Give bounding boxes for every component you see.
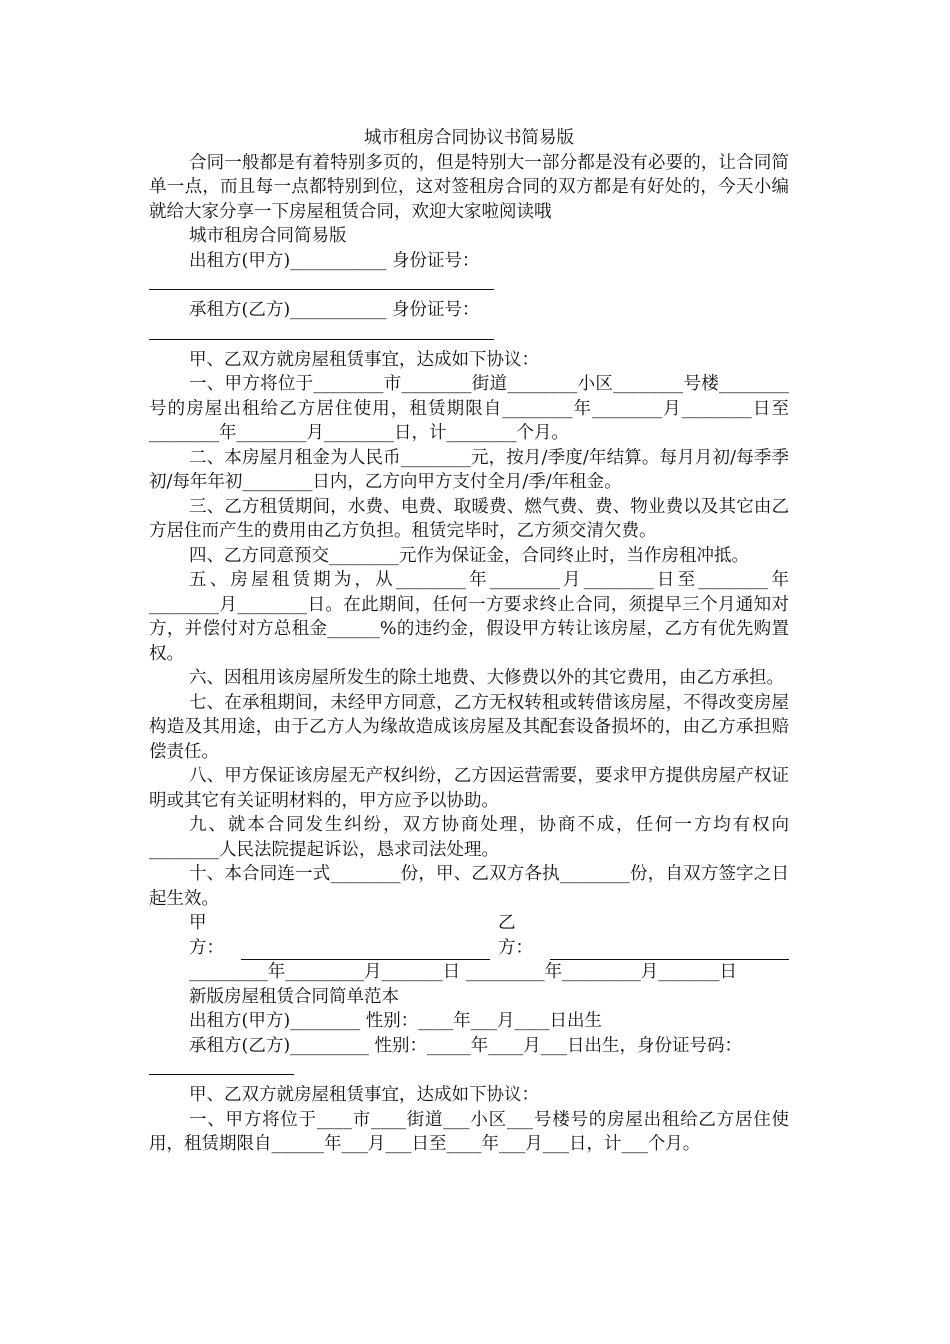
party-a-line: 出租方(甲方)___________ 身份证号： xyxy=(189,250,480,271)
clause-10: 十、本合同连一式________份，甲、乙双方各执________份，自双方签字之日起生效。 xyxy=(149,864,789,909)
sign-b-label: 乙方： xyxy=(497,913,533,958)
s2-id-number-blank xyxy=(149,1058,294,1075)
clause-7: 七、在承租期间，未经甲方同意，乙方无权转租或转借该房屋，不得改变房屋构造及其用途，由于乙方人为缘故造成该房屋及其配套设备损坏的，由乙方承担赔偿责任。 xyxy=(149,692,789,762)
clause-2: 二、本房屋月租金为人民币________元，按月/季度/年结算。每月月初/每季季初/每年年初________日内，乙方向甲方支付全月/季/年租金。 xyxy=(149,447,789,492)
s2-agreement-line: 甲、乙双方就房屋租赁事宜，达成如下协议： xyxy=(189,1085,539,1105)
document-page xyxy=(149,126,789,1157)
clause-4: 四、乙方同意预交________元作为保证金，合同终止时，当作房租冲抵。 xyxy=(189,545,749,566)
clause-3: 三、乙方租赁期间，水费、电费、取暖费、燃气费、费、物业费以及其它由乙方居住而产生的费用由乙方负担。租赁完毕时，乙方须交清欠费。 xyxy=(149,496,789,541)
sign-a-blank xyxy=(241,941,490,960)
s2-party-b-line: 承租方(乙方)_________ 性别：_____年____月___日出生，身份证号码： xyxy=(189,1035,742,1056)
agreement-line: 甲、乙双方就房屋租赁事宜，达成如下协议： xyxy=(189,349,539,370)
section-2-title: 新版房屋租赁合同简单范本 xyxy=(189,986,399,1007)
id-number-blank-b xyxy=(149,323,494,340)
clause-5: 五、房屋租赁期为，从________年________月________日至________年________月________日。在此期间，任何一方要求终止合同，须提早三个月通知对方，并偿付对方总租金______%的违约金，假设甲方转让该房屋，乙方有优先购置权。 xyxy=(149,570,789,664)
sign-b-blank xyxy=(550,941,789,960)
s2-party-a-line: 出租方(甲方)________ 性别：____年___月____日出生 xyxy=(189,1011,602,1031)
clause-8: 八、甲方保证该房屋无产权纠纷，乙方因运营需要，要求甲方提供房屋产权证明或其它有关证明材料的，甲方应予以协助。 xyxy=(149,766,789,811)
sign-a-label: 甲方： xyxy=(189,913,224,958)
s2-clause-1: 一、甲方将位于____市____街道___小区___号楼号的房屋出租给乙方居住使用，租赁期限自______年___月___日至____年___月___日，计___个月。 xyxy=(149,1109,789,1154)
sign-dates: _________年_________月_______日 _________年_________月_______日 xyxy=(189,962,738,982)
party-b-line: 承租方(乙方)___________ 身份证号： xyxy=(189,300,480,320)
document-title: 城市租房合同协议书简易版 xyxy=(364,128,574,148)
intro-paragraph: 合同一般都是有着特别多页的，但是特别大一部分都是没有必要的，让合同简单一点，而且每一点都特别到位，这对签租房合同的双方都是有好处的，今天小编就给大家分享一下房屋租赁合同，欢迎大家啦阅读哦 xyxy=(149,152,789,222)
clause-9: 九、就本合同发生纠纷，双方协商处理，协商不成，任何一方均有权向________人民法院提起诉讼，恳求司法处理。 xyxy=(149,815,789,860)
clause-1: 一、甲方将位于________市________街道________小区________号楼________号的房屋出租给乙方居住使用，租赁期限自________年________月________日至________年________月________日，计________个月。 xyxy=(149,374,789,443)
id-number-blank-a xyxy=(149,273,494,290)
signature-line xyxy=(149,911,789,960)
section-1-title: 城市租房合同简易版 xyxy=(189,226,347,246)
clause-6: 六、因租用该房屋所发生的除土地费、大修费以外的其它费用，由乙方承担。 xyxy=(189,668,784,688)
